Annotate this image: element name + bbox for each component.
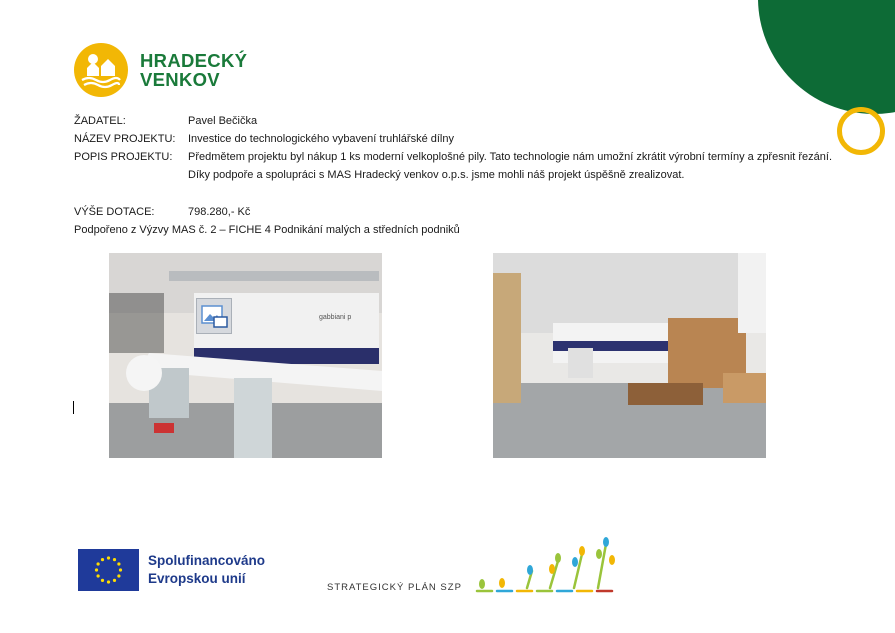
eu-cofinancing xyxy=(78,549,265,591)
photo-saw-machine[interactable] xyxy=(109,253,382,458)
grant-value: 798.280,- Kč xyxy=(188,206,251,218)
project-name-value: Investice do technologického vybavení truhlářské dílny xyxy=(188,133,454,145)
text-cursor xyxy=(73,401,74,414)
project-info xyxy=(74,112,834,239)
szp-logo xyxy=(327,536,622,596)
corner-decoration-ring xyxy=(837,107,885,155)
logo-line-1: HRADECKÝ xyxy=(140,50,248,71)
support-note: Podpořeno z Výzvy MAS č. 2 – FICHE 4 Podnikání malých a středních podniků xyxy=(74,224,460,236)
logo-line-2: VENKOV xyxy=(140,69,220,90)
project-description-value: Předmětem projektu byl nákup 1 ks moderní velkoplošné pily. Tato technologie nám umožní zkrátit výrobní termíny a zpřesnit řezání. Díky podpoře a spolupráci s MAS Hradecký venkov o.p.s. jsme mohli náš projekt úspěšně zrealizovat. xyxy=(188,151,833,181)
machine-brand-label: gabbiani p xyxy=(319,314,352,321)
applicant-row xyxy=(74,112,834,130)
szp-caption: STRATEGICKÝ PLÁN SZP xyxy=(327,582,462,593)
corner-decoration-green xyxy=(758,0,895,114)
project-name-label: NÁZEV PROJEKTU: xyxy=(74,133,176,145)
eu-caption-line-1: Spolufinancováno xyxy=(148,553,266,568)
project-description-row xyxy=(74,148,834,184)
grant-row xyxy=(74,203,834,221)
logo-emblem-icon xyxy=(73,42,129,98)
applicant-label: ŽADATEL: xyxy=(74,115,126,127)
sprouts-icon xyxy=(472,536,622,596)
eu-caption-line-2: Evropskou unií xyxy=(148,571,246,586)
eu-flag-icon xyxy=(78,549,139,591)
eu-caption xyxy=(148,552,265,588)
applicant-value: Pavel Bečička xyxy=(188,115,258,127)
image-placeholder-icon xyxy=(196,298,232,334)
brand-logo xyxy=(73,42,247,98)
grant-label: VÝŠE DOTACE: xyxy=(74,206,155,218)
project-description-label: POPIS PROJEKTU: xyxy=(74,151,173,163)
logo-wordmark xyxy=(140,51,247,89)
photo-workshop[interactable] xyxy=(493,253,766,458)
project-name-row xyxy=(74,130,834,148)
